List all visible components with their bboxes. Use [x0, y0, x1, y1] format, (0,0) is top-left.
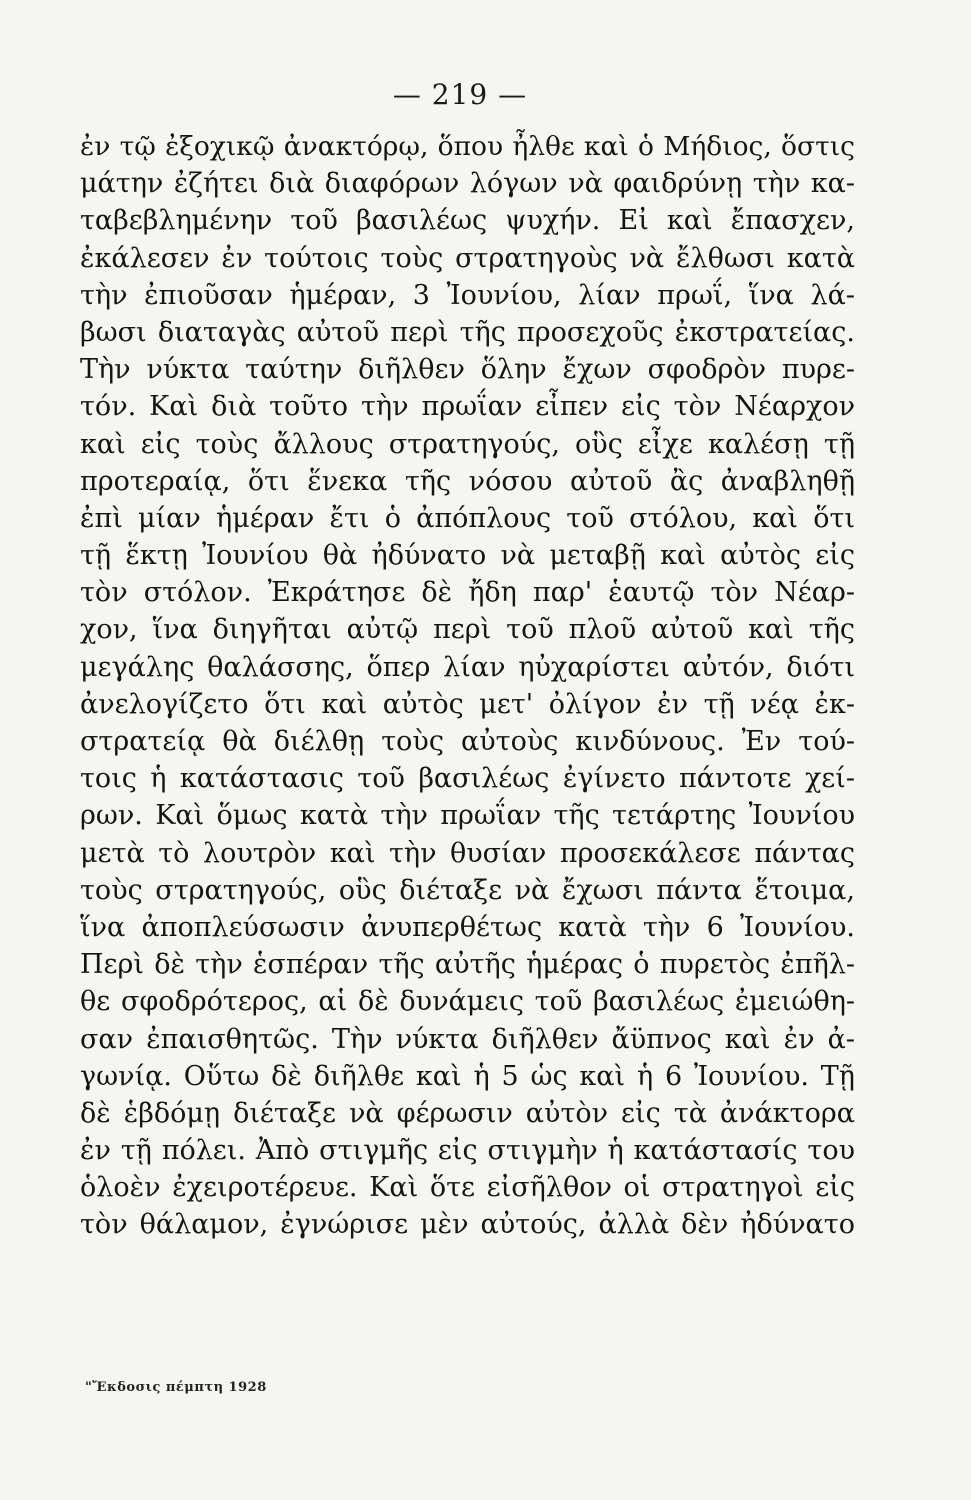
text-line: Περὶ δὲ τὴν ἑσπέραν τῆς αὐτῆς ἡμέρας ὁ πυρετὸς ἐπῆλ-: [80, 949, 855, 981]
text-line: ἐν τῷ ἐξοχικῷ ἀνακτόρῳ, ὅπου ἦλθε καὶ ὁ Μήδιος, ὅστις: [80, 131, 855, 162]
text-line: ἵνα ἀποπλεύσωσιν ἀνυπερθέτως κατὰ τὴν 6 Ἰουνίου.: [80, 911, 855, 943]
text-line: τῇ ἕκτῃ Ἰουνίου θὰ ἠδύνατο νὰ μεταβῇ καὶ αὐτὸς εἰς: [80, 540, 855, 572]
text-line: ἐπὶ μίαν ἡμέραν ἔτι ὁ ἀπόπλους τοῦ στόλου, καὶ ὅτι: [80, 502, 855, 534]
page-number: — 219 —: [392, 78, 528, 111]
text-line: στρατείᾳ θὰ διέλθῃ τοὺς αὐτοὺς κινδύνους. Ἐν τού-: [80, 726, 855, 757]
text-line: δὲ ἑβδόμῃ διέταξε νὰ φέρωσιν αὐτὸν εἰς τὰ ἀνάκτορα: [80, 1097, 855, 1129]
text-line: τοὺς στρατηγούς, οὓς διέταξε νὰ ἔχωσι πάντα ἕτοιμα,: [80, 874, 855, 906]
text-line: γωνίᾳ. Οὕτω δὲ διῆλθε καὶ ἡ 5 ὡς καὶ ἡ 6 Ἰουνίου. Τῇ: [80, 1060, 855, 1092]
text-line: βωσι διαταγὰς αὐτοῦ περὶ τῆς προσεχοῦς ἐκστρατείας.: [80, 316, 855, 348]
text-line: μετὰ τὸ λουτρὸν καὶ τὴν θυσίαν προσεκάλεσε πάντας: [80, 837, 855, 869]
text-line: προτεραίᾳ, ὅτι ἕνεκα τῆς νόσου αὐτοῦ ἂς ἀναβληθῇ: [80, 465, 855, 497]
text-line: μάτην ἐζήτει διὰ διαφόρων λόγων νὰ φαιδρύνῃ τὴν κα-: [80, 168, 855, 200]
text-line: χον, ἵνα διηγῆται αὐτῷ περὶ τοῦ πλοῦ αὐτοῦ καὶ τῆς: [80, 614, 855, 646]
text-line: ταβεβλημένην τοῦ βασιλέως ψυχήν. Εἰ καὶ ἔπασχεν,: [80, 205, 855, 237]
edition-footer: "Ἔκδοσις πέμπτη 1928: [85, 1380, 267, 1395]
text-line: σαν ἐπαισθητῶς. Τὴν νύκτα διῆλθεν ἄϋπνος καὶ ἐν ἀ-: [80, 1023, 855, 1055]
text-line: ἐκάλεσεν ἐν τούτοις τοὺς στρατηγοὺς νὰ ἔλθωσι κατὰ: [80, 242, 855, 274]
text-line: ἀνελογίζετο ὅτι καὶ αὐτὸς μετ' ὀλίγον ἐν τῇ νέᾳ ἐκ-: [80, 688, 855, 720]
text-line: ρων. Καὶ ὅμως κατὰ τὴν πρωΐαν τῆς τετάρτης Ἰουνίου: [80, 800, 855, 832]
text-line: ὁλοὲν ἐχειροτέρευε. Καὶ ὅτε εἰσῆλθον οἱ στρατηγοὶ εἰς: [80, 1172, 855, 1204]
text-line: μεγάλης θαλάσσης, ὅπερ λίαν ηὐχαρίστει αὐτόν, διότι: [80, 651, 855, 683]
text-line: ἐν τῇ πόλει. Ἀπὸ στιγμῆς εἰς στιγμὴν ἡ κατάστασίς του: [80, 1135, 855, 1167]
body-text: [80, 128, 855, 1244]
text-line: τὴν ἐπιοῦσαν ἡμέραν, 3 Ἰουνίου, λίαν πρωΐ, ἵνα λά-: [80, 279, 855, 311]
text-line: τόν. Καὶ διὰ τοῦτο τὴν πρωΐαν εἶπεν εἰς τὸν Νέαρχον: [80, 391, 855, 423]
text-line: τὸν θάλαμον, ἐγνώρισε μὲν αὐτούς, ἀλλὰ δὲν ἠδύνατο: [80, 1209, 855, 1241]
text-line: καὶ εἰς τοὺς ἄλλους στρατηγούς, οὓς εἶχε καλέσῃ τῇ: [80, 428, 855, 460]
text-line: Τὴν νύκτα ταύτην διῆλθεν ὅλην ἔχων σφοδρὸν πυρε-: [80, 354, 855, 386]
text-line: τοις ἡ κατάστασις τοῦ βασιλέως ἐγίνετο πάντοτε χεί-: [80, 763, 855, 795]
text-line: θε σφοδρότερος, αἱ δὲ δυνάμεις τοῦ βασιλέως ἐμειώθη-: [80, 986, 855, 1018]
text-line: τὸν στόλον. Ἐκράτησε δὲ ἤδη παρ' ἑαυτῷ τὸν Νέαρ-: [80, 577, 855, 609]
